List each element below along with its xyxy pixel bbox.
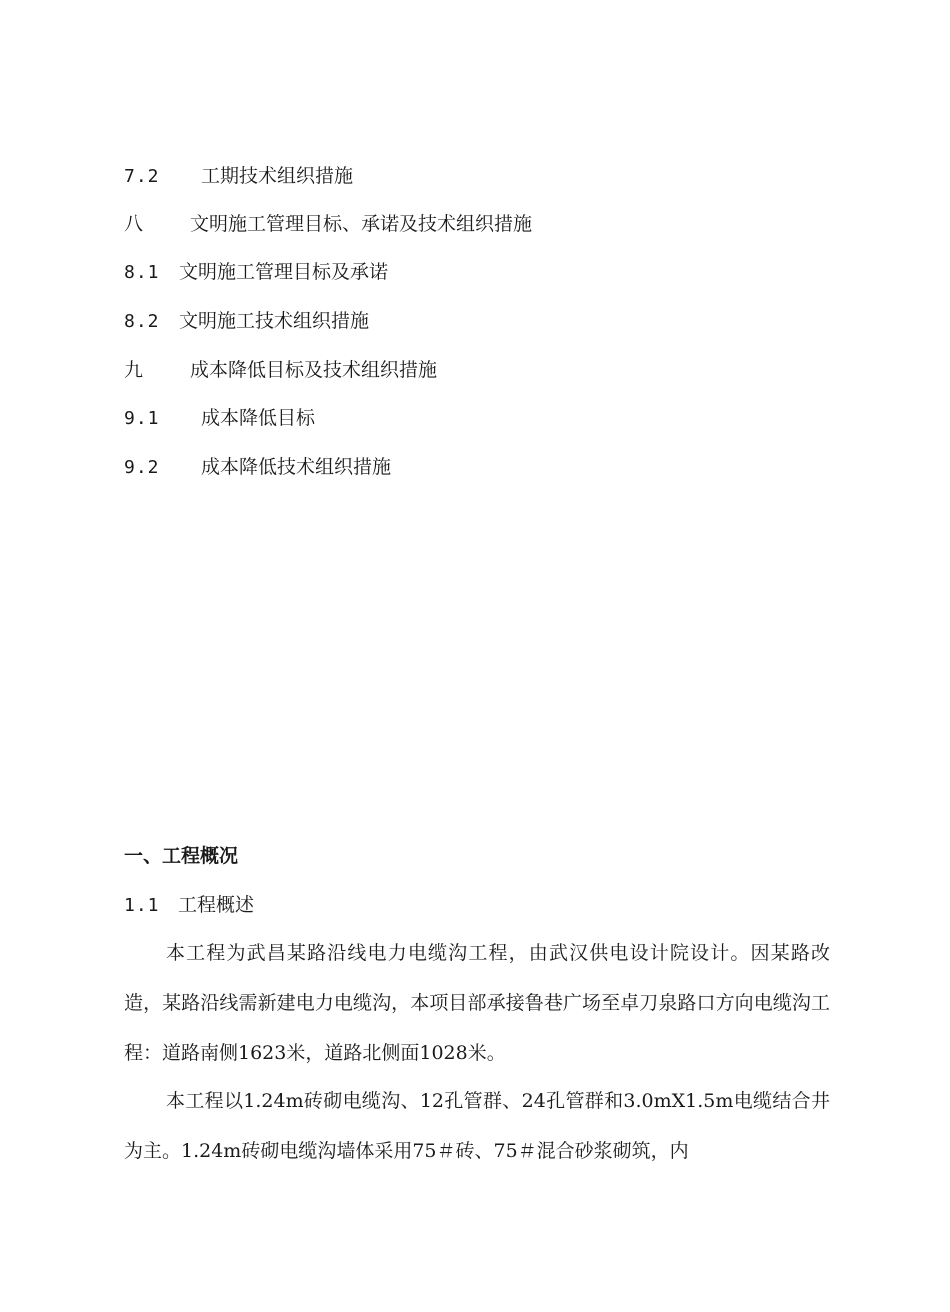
- toc-line: [124, 454, 391, 480]
- toc-line: [124, 259, 388, 285]
- subsection-heading: [124, 892, 254, 919]
- toc-number: 八: [124, 213, 144, 235]
- toc-number: 8.2: [124, 311, 160, 332]
- toc-title: 文明施工技术组织措施: [179, 310, 370, 332]
- toc-line: [124, 211, 532, 237]
- toc-number: 8.1: [124, 262, 160, 283]
- toc-number: 9.2: [124, 457, 160, 478]
- body-paragraph: 本工程以1.24m砖砌电缆沟、12孔管群、24孔管群和3.0mX1.5m电缆结合井为主。1.24m砖砌电缆沟墙体采用75＃砖、75＃混合砂浆砌筑，内: [124, 1090, 830, 1162]
- toc-title: 成本降低目标及技术组织措施: [190, 359, 438, 381]
- toc-title: 文明施工管理目标及承诺: [179, 261, 389, 283]
- subsection-number: 1.1: [124, 895, 160, 916]
- toc-title: 文明施工管理目标、承诺及技术组织措施: [190, 213, 533, 235]
- toc-line: [124, 308, 369, 334]
- toc-number: 九: [124, 359, 144, 381]
- subsection-title: 工程概述: [178, 894, 255, 916]
- toc-line: [124, 357, 437, 383]
- toc-line: [124, 163, 353, 189]
- toc-number: 9.1: [124, 408, 160, 429]
- toc-number: 7.2: [124, 166, 160, 187]
- toc-line: [124, 405, 315, 431]
- body-paragraph: 本工程为武昌某路沿线电力电缆沟工程，由武汉供电设计院设计。因某路改造，某路沿线需新建电力电缆沟，本项目部承接鲁巷广场至卓刀泉路口方向电缆沟工程：道路南侧1623米，道路北侧面1028米。: [124, 942, 830, 1064]
- toc-title: 成本降低目标: [201, 407, 316, 429]
- toc-title: 成本降低技术组织措施: [201, 456, 392, 478]
- section-heading: 一、工程概况: [124, 845, 239, 867]
- toc-title: 工期技术组织措施: [201, 165, 354, 187]
